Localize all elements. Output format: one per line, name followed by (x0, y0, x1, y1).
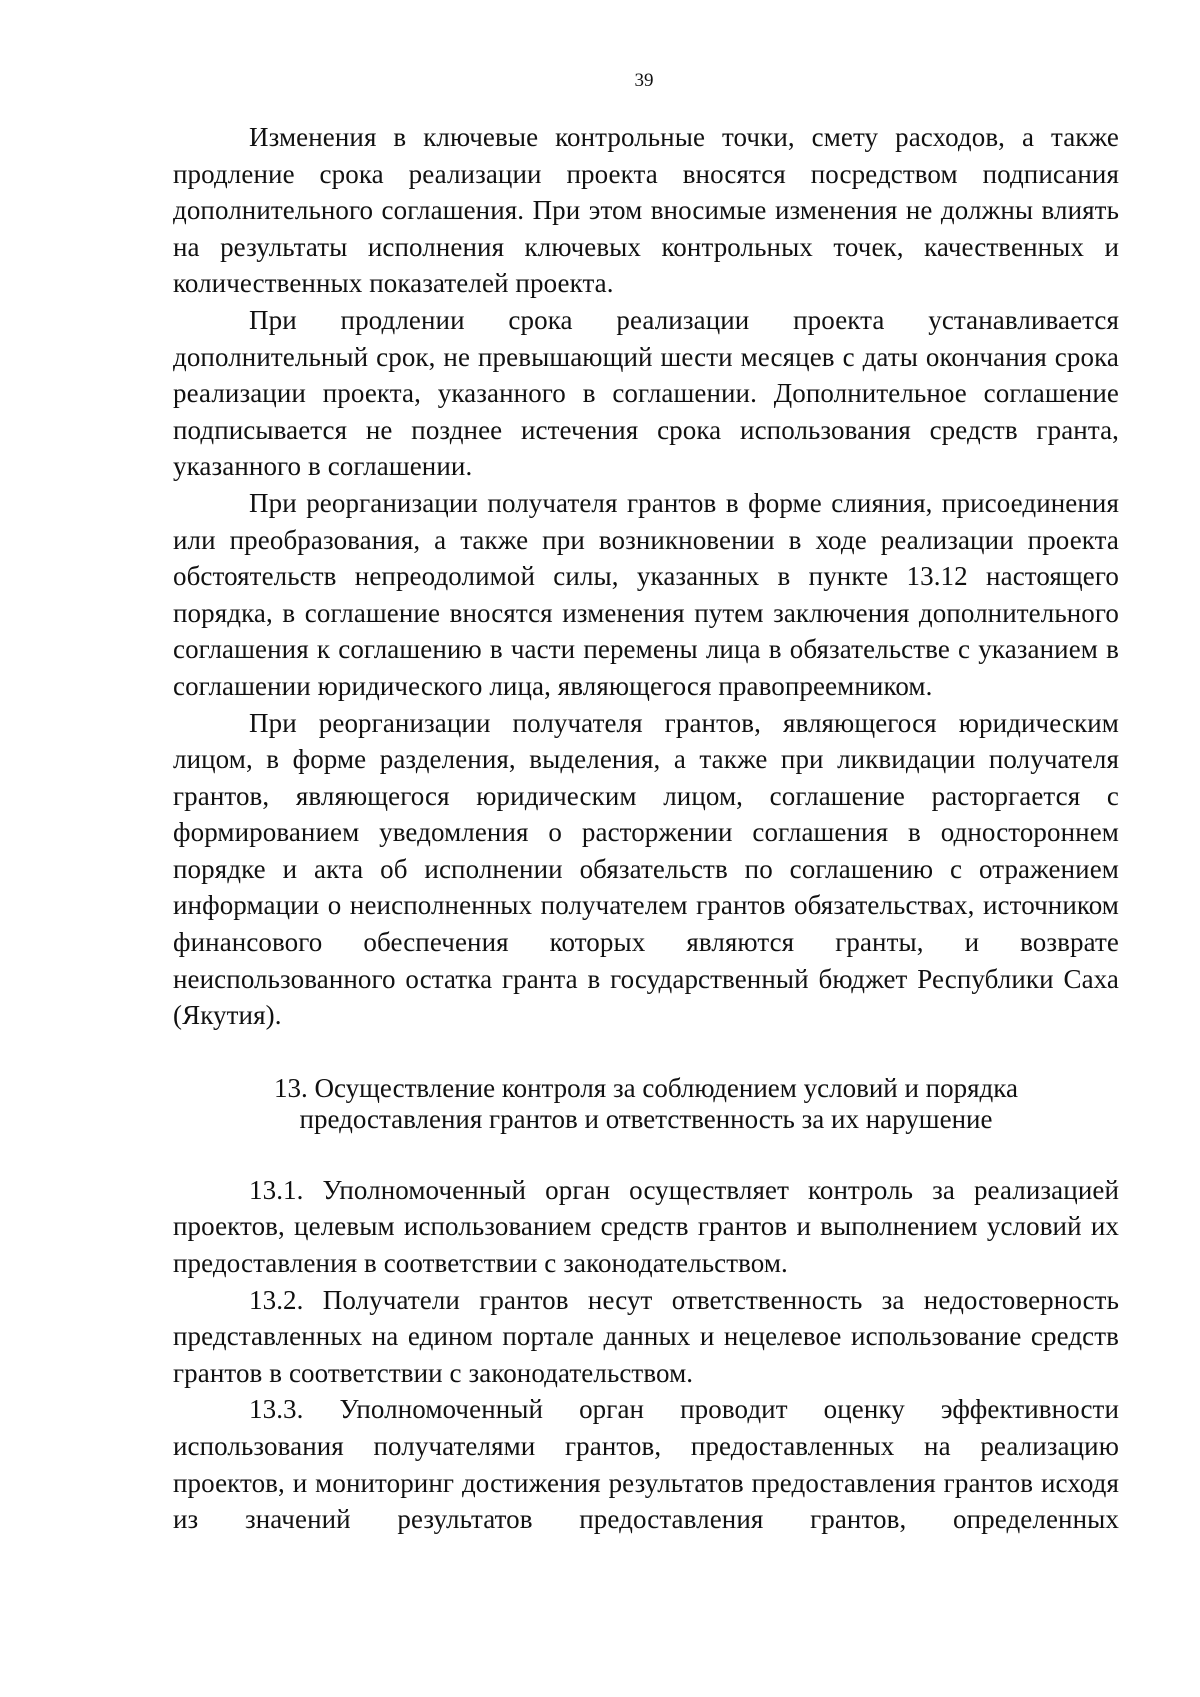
section-heading-line-1: 13. Осуществление контроля за соблюдением условий и порядка (274, 1072, 1018, 1103)
paragraph-key-checkpoints-changes: Изменения в ключевые контрольные точки, смету расходов, а также продление срока реализации проекта вносятся посредством подписания дополнительного соглашения. При этом вносимые изменения не должны влиять на результаты исполнения ключевых контрольных точек, качественных и количественных показателей проекта. (173, 122, 1119, 299)
paragraph-13-1: 13.1. Уполномоченный орган осуществляет контроль за реализацией проектов, целевым использованием средств грантов и выполнением условий их предоставления в соответствии с законодательством. (173, 1174, 1119, 1279)
paragraph-project-extension: При продлении срока реализации проекта устанавливается дополнительный срок, не превышающий шести месяцев с даты окончания срока реализации проекта, указанного в соглашении. Дополнительное соглашение подписывается не позднее истечения срока использования средств гранта, указанного в соглашении. (173, 304, 1119, 482)
page-number: 39 (634, 70, 654, 91)
paragraph-13-2: 13.2. Получатели грантов несут ответственность за недостоверность представленных на едином портале данных и нецелевое использование средств грантов в соответствии с законодательством. (173, 1284, 1119, 1388)
section-heading-line-2: предоставления грантов и ответственность за их нарушение (299, 1103, 993, 1134)
document-body (173, 119, 1119, 1538)
paragraph-13-3: 13.3. Уполномоченный орган проводит оценку эффективности использования получателями грантов, предоставленных на реализацию проектов, и мониторинг достижения результатов предоставления грантов исходя из значений результатов предоставления грантов, определенных (173, 1394, 1119, 1535)
paragraph-reorganization-merger: При реорганизации получателя грантов в форме слияния, присоединения или преобразования, а также при возникновении в ходе реализации проекта обстоятельств непреодолимой силы, указанных в пункте 13.12 настоящего порядка, в соглашение вносятся изменения путем заключения дополнительного соглашения к соглашению в части перемены лица в обязательстве с указанием в соглашении юридического лица, являющегося правопреемником. (173, 487, 1119, 701)
paragraph-reorganization-division: При реорганизации получателя грантов, являющегося юридическим лицом, в форме разделения, выделения, а также при ликвидации получателя грантов, являющегося юридическим лицом, соглашение расторгается с формированием уведомления о расторжении соглашения в одностороннем порядке и акта об исполнении обязательств по соглашению с отражением информации о неисполненных получателем грантов обязательствах, источником финансового обеспечения которых являются гранты, и возврате неиспользованного остатка гранта в государственный бюджет Республики Саха (Якутия). (173, 707, 1119, 1031)
section-heading (173, 1073, 1119, 1135)
